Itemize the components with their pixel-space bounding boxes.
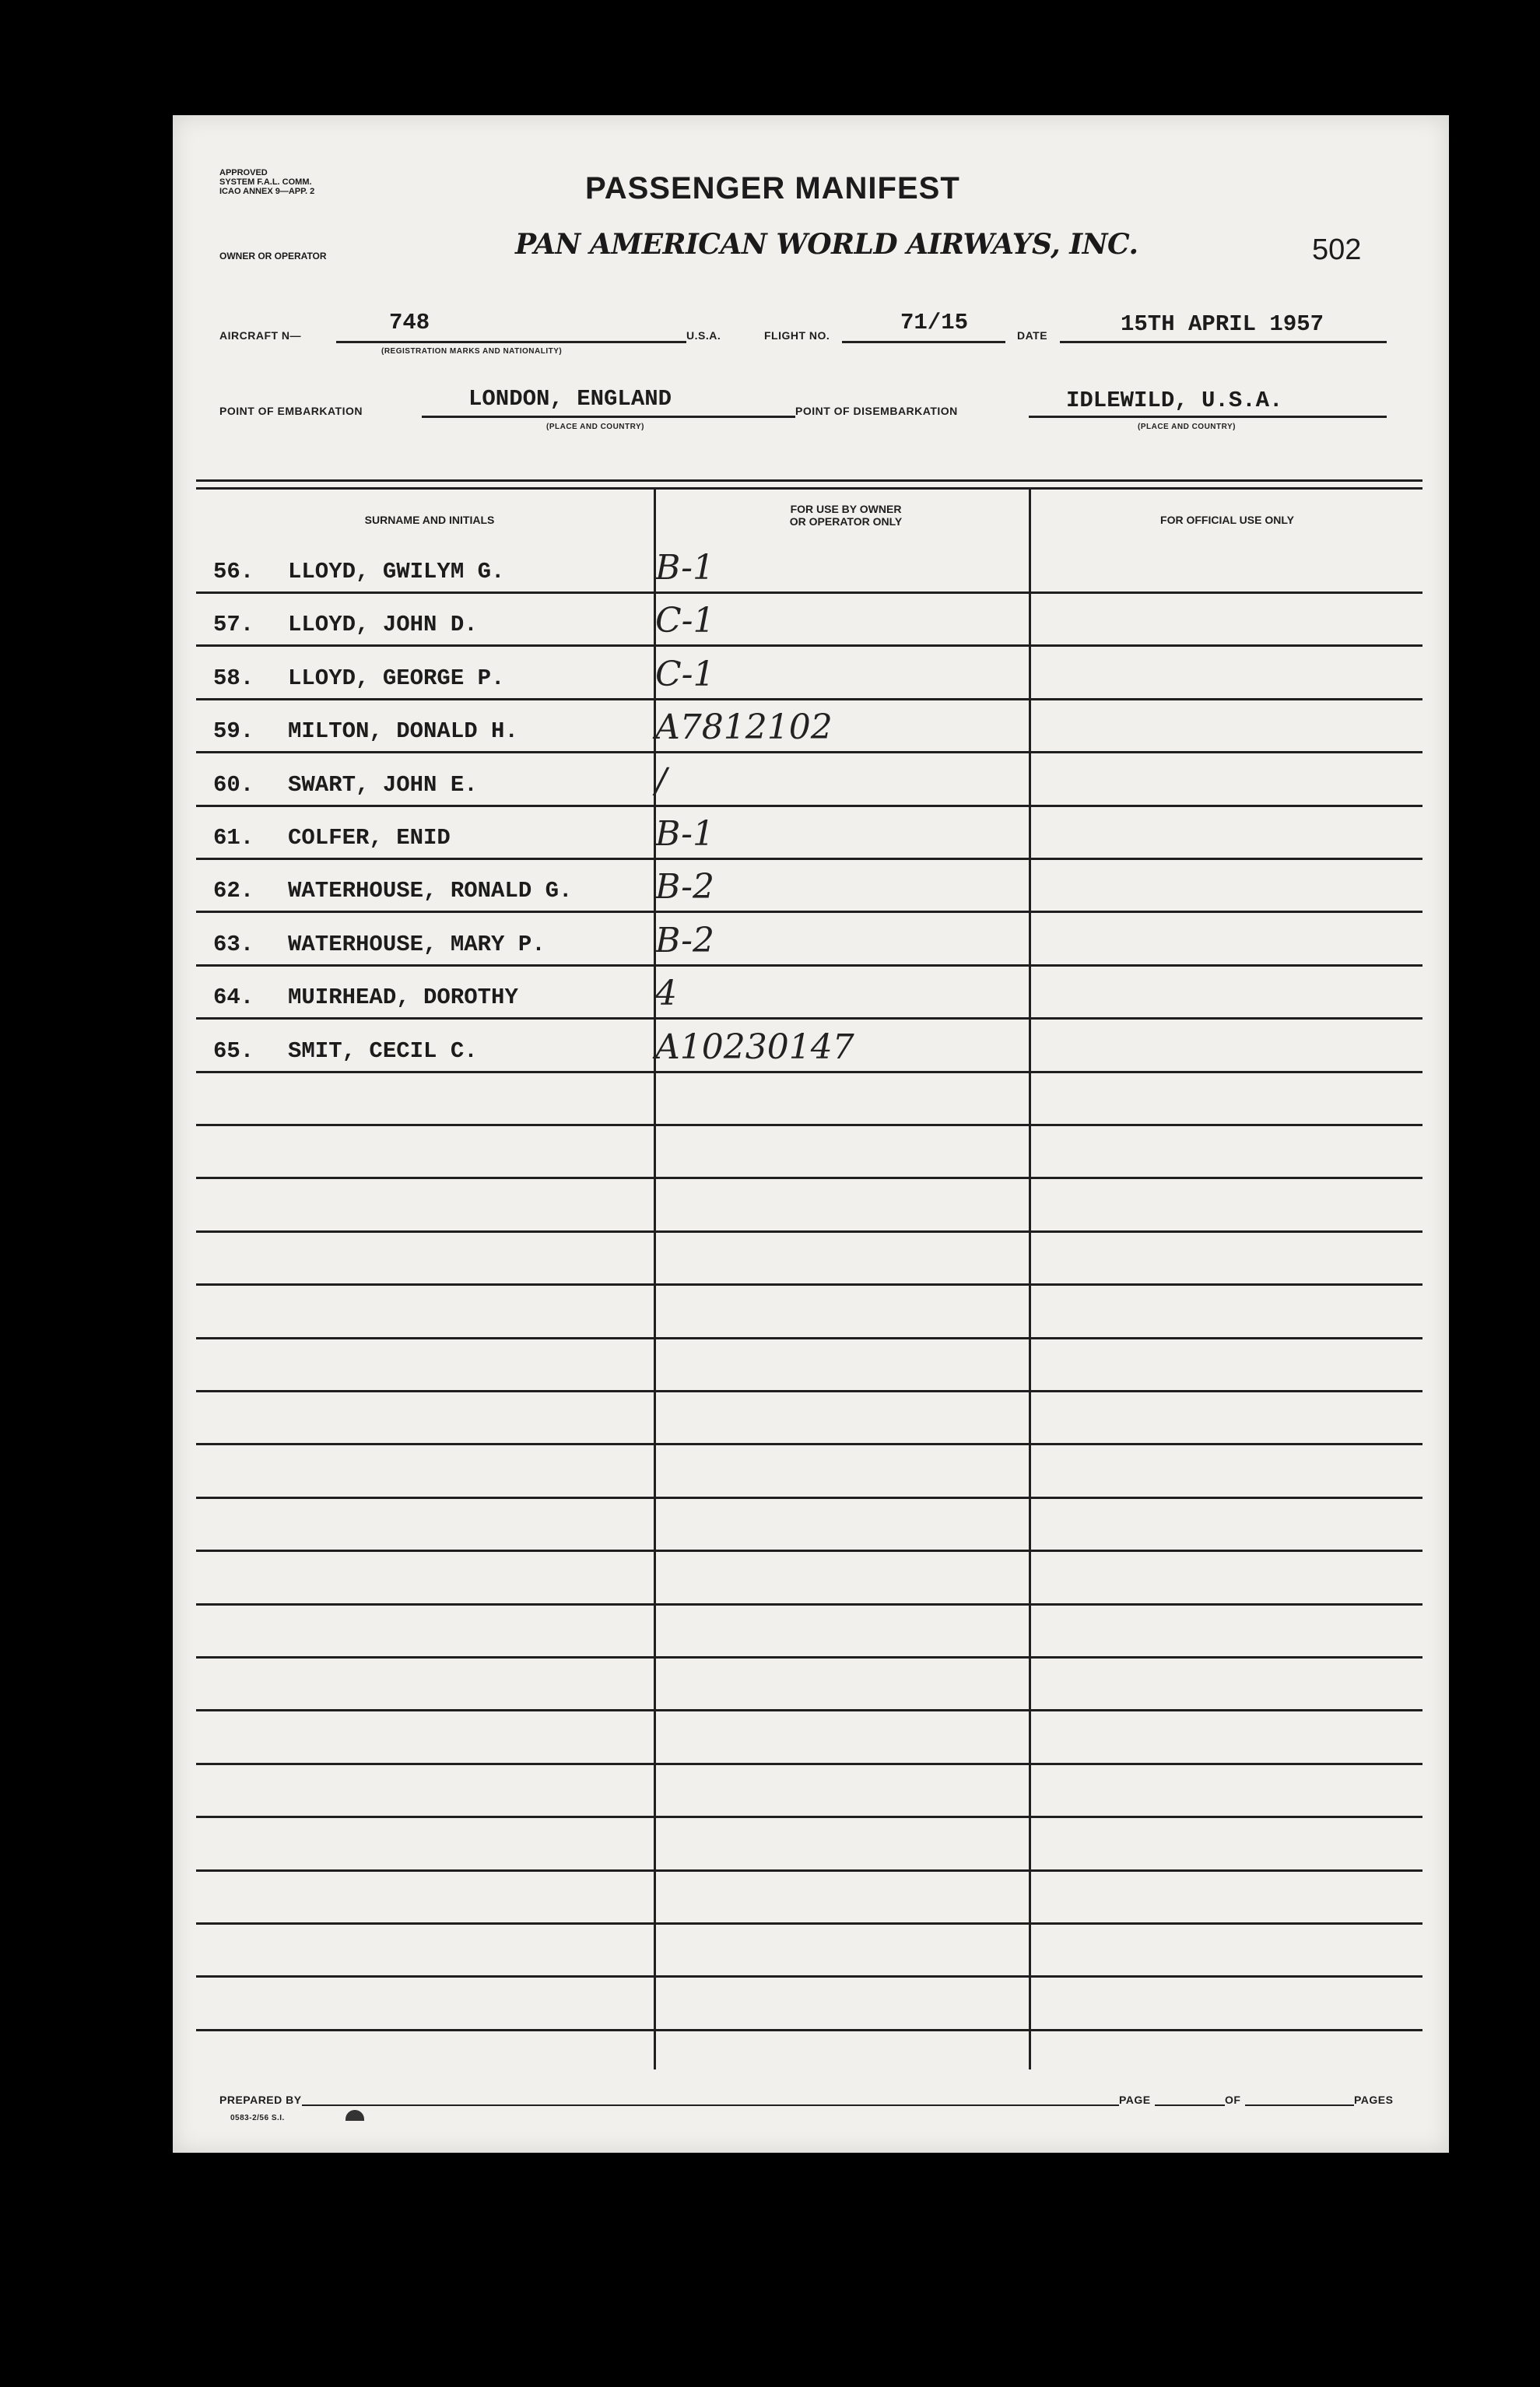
passenger-number: 64. — [213, 985, 254, 1010]
passenger-name: SWART, JOHN E. — [288, 772, 478, 798]
operator-mark: B-2 — [655, 867, 715, 907]
disembark-value: IDLEWILD, U.S.A. — [1066, 388, 1283, 413]
operator-mark: A10230147 — [655, 1027, 854, 1067]
ruled-line — [196, 1763, 1422, 1765]
ruled-line — [196, 1497, 1422, 1499]
passenger-name: LLOYD, GWILYM G. — [288, 559, 505, 584]
usa-label: U.S.A. — [686, 329, 721, 342]
ruled-line — [196, 1124, 1422, 1126]
ruled-line — [196, 1071, 1422, 1073]
passenger-number: 59. — [213, 718, 254, 744]
form-title: PASSENGER MANIFEST — [585, 171, 960, 205]
pages-label: PAGES — [1354, 2094, 1394, 2106]
of-label: OF — [1225, 2094, 1241, 2106]
passenger-number: 58. — [213, 665, 254, 691]
disembark-caption: (PLACE AND COUNTRY) — [1138, 423, 1236, 431]
column-header-owner-use: FOR USE BY OWNER OR OPERATOR ONLY — [789, 503, 903, 528]
passenger-name: COLFER, ENID — [288, 825, 451, 851]
passenger-number: 57. — [213, 612, 254, 637]
approval-note: APPROVED SYSTEM F.A.L. COMM. ICAO ANNEX 9—APP. 2 — [219, 168, 315, 196]
passenger-number: 60. — [213, 772, 254, 798]
registration-caption: (REGISTRATION MARKS AND NATIONALITY) — [381, 347, 563, 356]
operator-mark: B-1 — [655, 814, 715, 854]
passenger-name: LLOYD, JOHN D. — [288, 612, 478, 637]
disembark-label: POINT OF DISEMBARKATION — [795, 405, 958, 417]
ruled-line — [196, 591, 1422, 594]
ruled-line — [196, 1603, 1422, 1606]
ruled-line — [196, 1656, 1422, 1659]
passenger-name: MILTON, DONALD H. — [288, 718, 518, 744]
date-label: DATE — [1017, 329, 1048, 342]
ruled-line — [196, 1975, 1422, 1978]
operator-mark: B-1 — [655, 548, 715, 588]
ruled-line — [196, 1390, 1422, 1392]
ruled-line — [196, 1550, 1422, 1552]
operator-mark: A7812102 — [655, 707, 833, 747]
passenger-name: MUIRHEAD, DOROTHY — [288, 985, 518, 1010]
ruled-line — [196, 1177, 1422, 1179]
ruled-line — [196, 2029, 1422, 2031]
ruled-line — [196, 1283, 1422, 1286]
operator-mark: / — [655, 761, 667, 801]
ruled-line — [196, 964, 1422, 967]
aircraft-label: AIRCRAFT N— — [219, 329, 302, 342]
ruled-line — [196, 1443, 1422, 1445]
ruled-line — [196, 858, 1422, 860]
passenger-number: 61. — [213, 825, 254, 851]
ruled-line — [196, 1816, 1422, 1818]
ruled-line — [196, 751, 1422, 753]
passenger-name: LLOYD, GEORGE P. — [288, 665, 505, 691]
ruled-line — [196, 1017, 1422, 1020]
ruled-line — [196, 1337, 1422, 1339]
ruled-line — [196, 1922, 1422, 1925]
page-stamp: 502 — [1312, 233, 1362, 266]
printer-logo-icon — [346, 2110, 364, 2121]
embark-value: LONDON, ENGLAND — [468, 386, 672, 412]
passenger-number: 63. — [213, 932, 254, 957]
column-header-surname: SURNAME AND INITIALS — [364, 514, 495, 526]
passenger-name: WATERHOUSE, MARY P. — [288, 932, 545, 957]
operator-mark: C-1 — [655, 655, 715, 694]
prepared-by-label: PREPARED BY — [219, 2094, 302, 2106]
flight-label: FLIGHT NO. — [764, 329, 830, 342]
ruled-line — [196, 1869, 1422, 1872]
ruled-line — [196, 1230, 1422, 1233]
passenger-number: 62. — [213, 878, 254, 904]
owner-value: PAN AMERICAN WORLD AIRWAYS, INC. — [515, 228, 1138, 261]
form-code: 0583-2/56 S.I. — [230, 2114, 285, 2122]
passenger-name: WATERHOUSE, RONALD G. — [288, 878, 573, 904]
owner-label: OWNER OR OPERATOR — [219, 251, 327, 262]
passenger-number: 56. — [213, 559, 254, 584]
page-label: PAGE — [1119, 2094, 1151, 2106]
manifest-sheet — [173, 115, 1449, 2153]
ruled-line — [196, 644, 1422, 647]
flight-value: 71/15 — [900, 310, 969, 335]
embark-caption: (PLACE AND COUNTRY) — [546, 423, 644, 431]
ruled-line — [196, 805, 1422, 807]
operator-mark: 4 — [655, 974, 677, 1013]
date-value: 15TH APRIL 1957 — [1121, 311, 1324, 337]
passenger-name: SMIT, CECIL C. — [288, 1038, 478, 1064]
column-header-official-use: FOR OFFICIAL USE ONLY — [1160, 514, 1294, 526]
ruled-line — [196, 1709, 1422, 1711]
ruled-line — [196, 911, 1422, 913]
passenger-number: 65. — [213, 1038, 254, 1064]
aircraft-value: 748 — [389, 310, 430, 335]
operator-mark: B-2 — [655, 921, 715, 960]
embark-label: POINT OF EMBARKATION — [219, 405, 363, 417]
operator-mark: C-1 — [655, 601, 715, 641]
ruled-line — [196, 698, 1422, 700]
